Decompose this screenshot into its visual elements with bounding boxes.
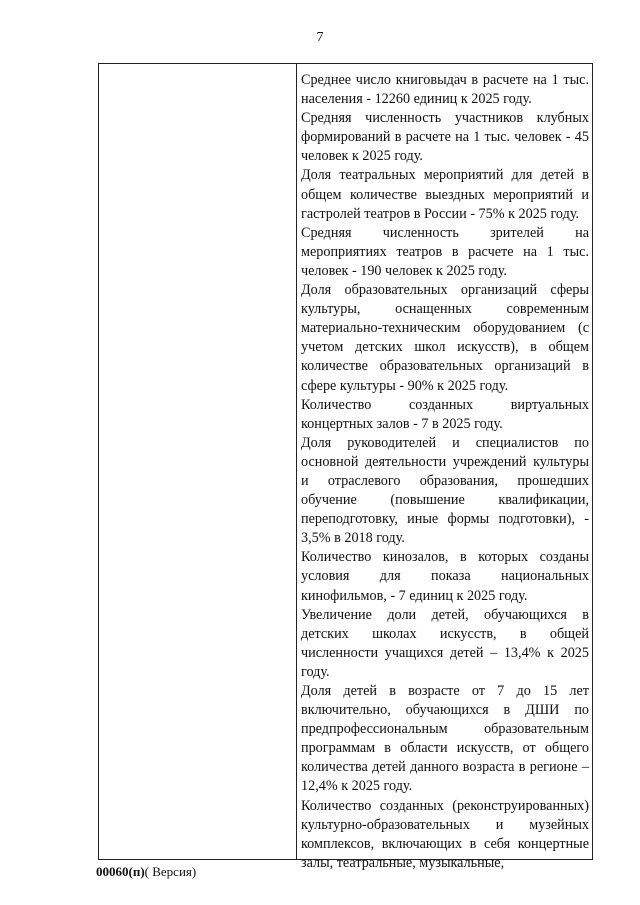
table-right-cell bbox=[297, 63, 593, 871]
indicator-paragraph-cinemas: Количество кинозалов, в которых созданы условия для показа национальных кинофильмов, - 7 единиц к 2025 году. bbox=[301, 549, 589, 604]
footer-document-code: 00060(п) bbox=[96, 864, 145, 879]
indicator-paragraph-books: Среднее число книговыдач в расчете на 1 тыс. населения - 12260 единиц к 2025 году. bbox=[301, 72, 589, 108]
indicator-paragraph-staff-training: Доля руководителей и специалистов по основной деятельности учреждений культуры и отраслевого образования, прошедших обучение (повышение квалификации, переподготовку, иные формы подготовки), - 3,5% в 2018 году. bbox=[301, 434, 589, 547]
indicator-paragraph-preprofessional: Доля детей в возрасте от 7 до 15 лет включительно, обучающихся в ДШИ по предпрофессиональным образовательным программам в области искусств, от общего количества детей данного возраста в регионе – 12,4% к 2025 году. bbox=[301, 683, 589, 795]
indicator-paragraph-theatre-audience: Средняя численность зрителей на мероприятиях театров в расчете на 1 тыс. человек - 190 человек к 2025 году. bbox=[301, 224, 589, 279]
page-number: 7 bbox=[316, 30, 324, 45]
indicator-paragraph-art-schools: Увеличение доли детей, обучающихся в детских школах искусств, в общей численности учащихся детей – 13,4% к 2025 году. bbox=[301, 606, 589, 680]
indicator-paragraph-complexes: Количество созданных (реконструированных) культурно-образовательных и музейных комплексов, включающих в себя концертные залы, театральные, музыкальные, bbox=[301, 797, 589, 871]
indicator-paragraph-virtual-halls: Количество созданных виртуальных концертных залов - 7 в 2025 году. bbox=[301, 396, 589, 432]
document-footer bbox=[96, 864, 196, 880]
footer-version: ( Версия) bbox=[144, 864, 197, 879]
indicator-paragraph-clubs: Средняя численность участников клубных формирований в расчете на 1 тыс. человек - 45 человек к 2025 году. bbox=[301, 110, 589, 165]
indicator-paragraph-education-equipment: Доля образовательных организаций сферы культуры, оснащенных современным материально-техническим оборудованием (с учетом детских школ искусств), в общем количестве образовательных организаций в сфере культуры - 90% к 2025 году. bbox=[301, 282, 589, 394]
indicator-paragraph-theatre-children: Доля театральных мероприятий для детей в общем количестве выездных мероприятий и гастролей театров в России - 75% к 2025 году. bbox=[301, 167, 589, 222]
